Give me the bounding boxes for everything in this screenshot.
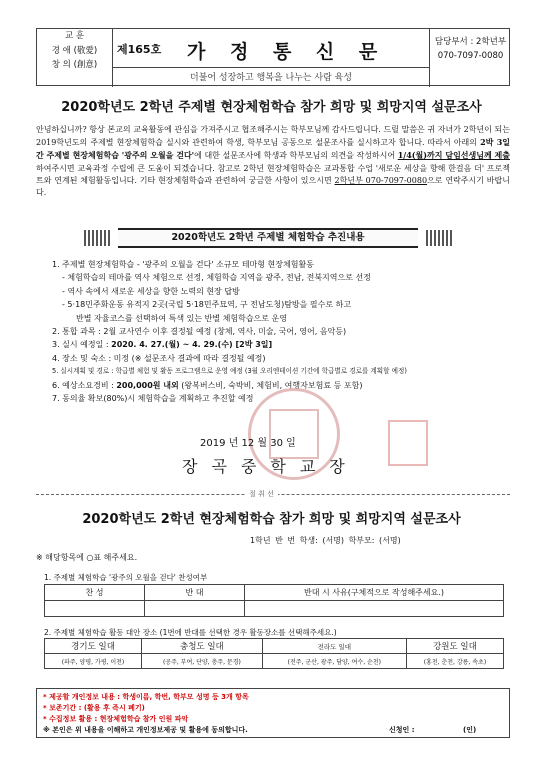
region-places[interactable]: (파주, 양평, 가평, 이천) [45, 654, 142, 669]
motto-item: 경 애 (敬愛) [51, 45, 98, 56]
plan-item: 1. 주제별 현장체험학습 - '광주의 오월을 걷다' 소규모 테마형 현장체험활동 [52, 260, 314, 269]
banner-text: 2020학년도 2학년 주제별 체험학습 추진내용 [171, 232, 365, 243]
consent-text: ※ 본인은 위 내용을 이해하고 개인정보제공 및 활용에 동의합니다. [43, 726, 248, 734]
cut-line-label: 절 취 선 [245, 489, 278, 499]
privacy-notice [36, 688, 510, 738]
plan-subitem: 반별 자율코스를 선택하여 특색 있는 반별 체험학습으로 운영 [76, 313, 287, 323]
region-name: 경기도 일대 [45, 639, 142, 654]
plan-items [52, 258, 512, 405]
header-box [36, 28, 510, 86]
banner-stripe-left [84, 230, 110, 246]
header-oppose: 반 대 [145, 585, 245, 601]
school-slogan: 더불어 성장하고 행복을 나누는 사람 육성 [113, 67, 429, 87]
notice-line: * 보존기간 : (활용 후 즉시 폐기) [43, 704, 145, 712]
main-title: 2020학년도 2학년 주제별 현장체험학습 참가 희망 및 희망지역 설문조사 [61, 100, 482, 115]
survey-title: 2020학년도 2학년 현장체험학습 참가 희망 및 희망지역 설문조사 [82, 512, 461, 527]
item-value: 200,000원 내외 [116, 380, 179, 390]
plan-item: 5. 실시계획 및 경로 : 학급별 체험 및 활동 프로그램으로 운영 예정 (3월 오리엔테이션 기간에 학급별로 경로를 계획할 예정) [52, 367, 407, 376]
intro-bold: 2박 3일간 주제별 현장체험학습 '광주의 오월을 걷다' [36, 137, 510, 161]
header-approve: 찬 성 [45, 585, 145, 601]
plan-subitem: - 5·18민주화운동 유적지 2곳(국립 5·18민주묘역, 구 전남도청)탐방을 필수로 하고 [62, 300, 352, 310]
question-1-table [44, 584, 504, 617]
phone-number: 070-7097-0080 [437, 51, 504, 61]
signature-line: 1학년 반 번 학생: (서명) 학부모: (서명) [250, 536, 401, 545]
check-note: ※ 해당항목에 ○표 해주세요. [36, 553, 138, 562]
plan-item [52, 338, 512, 351]
banner-stripe-right [426, 230, 452, 246]
region-name: 강원도 일대 [406, 639, 503, 654]
contact-text: 2학년부 070-7097-0080 [334, 175, 428, 185]
section-banner [118, 228, 418, 248]
plan-subitem: - 역사 속에서 새로운 세상을 향한 노력의 현장 답방 [62, 286, 240, 296]
school-motto [37, 29, 113, 87]
contact-box [429, 29, 511, 87]
plan-subitem: - 체험학습의 테마를 역사 체험으로 선정, 체험학습 지역을 광주, 전남, 전북지역으로 선정 [62, 273, 371, 283]
intro-text: 하여주시면 교육과정 수립에 큰 도움이 되겠습니다. 참고로 2학년 현장체험학습은 교과통합 수업 '새로운 세상을 향해 한걸음 더' 프로젝트와 연계된 체험활동입니다. 기타 현장체험학습과 관련하여 궁금한 사항이 있으시면 [36, 163, 510, 185]
principal-seal [388, 420, 428, 466]
motto-item: 창 의 (創意) [51, 60, 98, 70]
reason-cell[interactable] [245, 601, 504, 617]
consent-line [43, 725, 503, 736]
question-1: 1. 주제별 체험학습 '광주의 오월을 걷다' 찬성여부 [44, 573, 208, 582]
motto-label: 교 훈 [64, 31, 85, 41]
oppose-cell[interactable] [145, 601, 245, 617]
notice-line: * 제공할 개인정보 내용 : 학생이름, 학번, 학부모 성명 등 3개 항목 [43, 693, 249, 701]
seal-mark[interactable]: (인) [463, 726, 477, 734]
question-2: 2. 주제별 체험학습 활동 대안 장소 (1번에 반대를 선택한 경우 활동장소를 선택해주세요.) [44, 628, 337, 637]
plan-item: 7. 동의율 확보(80%)시 체험학습을 계획하고 추진할 예정 [52, 394, 254, 404]
question-2-table [44, 638, 504, 669]
plan-item: 4. 장소 및 숙소 : 미정 (※ 설문조사 결과에 따라 결정될 예정) [52, 353, 266, 363]
deadline-text: 1/4(월)까지 담임선생님께 제출 [397, 150, 510, 161]
header-reason: 반대 시 사유(구체적으로 작성해주세요.) [245, 585, 504, 601]
plan-item: 2. 통합 과목 : 2월 교사연수 이후 결정될 예정 (창체, 역사, 미술, 국어, 영어, 음악등) [52, 327, 347, 337]
item-value: 2020. 4. 27.(월) ~ 4. 29.(수) [2박 3일] [111, 340, 273, 350]
intro-text: 에 대한 설문조사에 학생과 학부모님의 의견을 작성하시어 [194, 151, 398, 161]
notice-line: * 수집정보 활용 : 현장체험학습 참가 인원 파악 [43, 715, 189, 723]
intro-text: 으로 연락주시기 바랍니다. [36, 175, 510, 198]
item-label: 6. 예상소요경비 : [52, 380, 117, 390]
region-places[interactable]: (홍천, 춘천, 강릉, 속초) [406, 654, 503, 669]
issue-date: 2019 년 12 월 30 일 [200, 438, 296, 449]
school-principal: 장곡중학교장 [182, 457, 359, 476]
department: 담당부서 : 2학년부 [434, 37, 507, 47]
signer-label: 신청인 : [389, 726, 415, 734]
region-places[interactable]: (전주, 군산, 광주, 담양, 여수, 순천) [262, 654, 406, 669]
region-name: 충청도 일대 [142, 639, 263, 654]
issue-number: 제165호 [117, 43, 162, 56]
region-name: 전라도 일대 [262, 639, 406, 654]
newsletter-title: 가 정 통 신 문 [187, 41, 387, 63]
approve-cell[interactable] [45, 601, 145, 617]
item-label: 3. 실시 예정일 : [52, 340, 112, 350]
item-text: (왕복버스비, 숙박비, 체험비, 여행자보험료 등 포함) [181, 380, 363, 390]
intro-paragraph [36, 124, 510, 199]
intro-text: 안녕하십니까? 항상 본교의 교육활동에 관심을 가져주시고 협조해주시는 학부모님께 감사드립니다. 드릴 말씀은 귀 자녀가 2학년이 되는 2019학년도의 주제별 현장체험학습 실시와 관련하여 학생, 학부모님 공동으로 설문조사를 실시하고자 합니다. 따라서 아래의 [36, 125, 510, 148]
region-places[interactable]: (공주, 부여, 단양, 충주, 문경) [142, 654, 263, 669]
